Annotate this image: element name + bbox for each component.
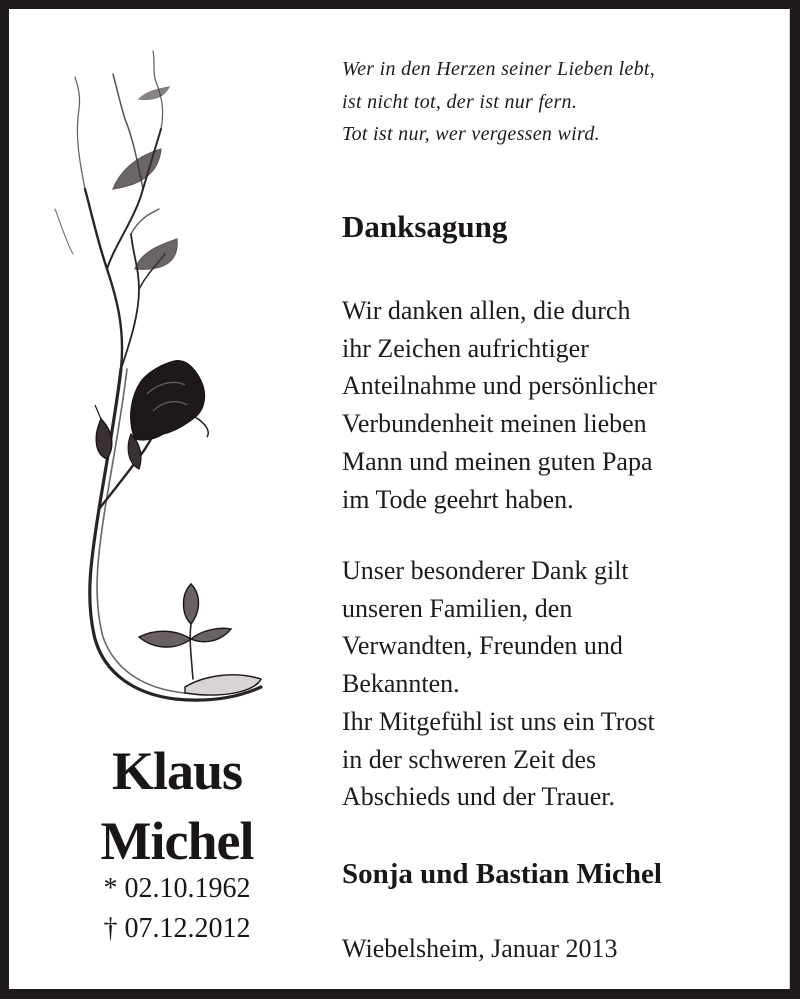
deceased-first-name: Klaus bbox=[111, 741, 243, 801]
quote-line: Wer in den Herzen seiner Lieben lebt, bbox=[342, 58, 656, 80]
text-column bbox=[342, 9, 782, 989]
paragraph-line: Ihr Mitgefühl ist uns ein Trost bbox=[342, 706, 655, 736]
memorial-column bbox=[9, 9, 339, 989]
paragraph-line: Verbundenheit meinen lieben bbox=[342, 409, 647, 439]
place-and-date: Wiebelsheim, Januar 2013 bbox=[342, 934, 618, 963]
quote-line: ist nicht tot, der ist nur fern. bbox=[342, 90, 578, 113]
signature: Sonja und Bastian Michel bbox=[342, 858, 662, 890]
special-thanks-paragraph bbox=[342, 552, 655, 816]
paragraph-line: in der schweren Zeit des bbox=[342, 744, 597, 774]
paragraph-line: Anteilnahme und persönlicher bbox=[342, 371, 657, 401]
thanks-paragraph bbox=[342, 292, 657, 518]
paragraph-line: unseren Familien, den bbox=[342, 593, 573, 623]
memorial-quote bbox=[342, 53, 655, 151]
paragraph-line: Wir danken allen, die durch bbox=[342, 296, 631, 325]
paragraph-line: Bekannten. bbox=[342, 669, 460, 699]
deceased-last-name: Michel bbox=[100, 811, 254, 871]
paragraph-line: Verwandten, Freunden und bbox=[342, 631, 623, 661]
quote-line: Tot ist nur, wer vergessen wird. bbox=[342, 123, 600, 145]
paragraph-line: Unser besonderer Dank gilt bbox=[342, 556, 629, 585]
death-date: † 07.12.2012 bbox=[103, 913, 251, 944]
paragraph-line: im Tode geehrt haben. bbox=[342, 484, 574, 514]
page-title: Danksagung bbox=[342, 209, 508, 244]
paragraph-line: Mann und meinen guten Papa bbox=[342, 446, 653, 476]
obituary-card bbox=[9, 9, 790, 989]
rose-drawing-icon bbox=[35, 39, 285, 719]
paragraph-line: ihr Zeichen aufrichtiger bbox=[342, 333, 589, 363]
paragraph-line: Abschieds und der Trauer. bbox=[342, 782, 615, 812]
birth-date: * 02.10.1962 bbox=[103, 873, 251, 904]
